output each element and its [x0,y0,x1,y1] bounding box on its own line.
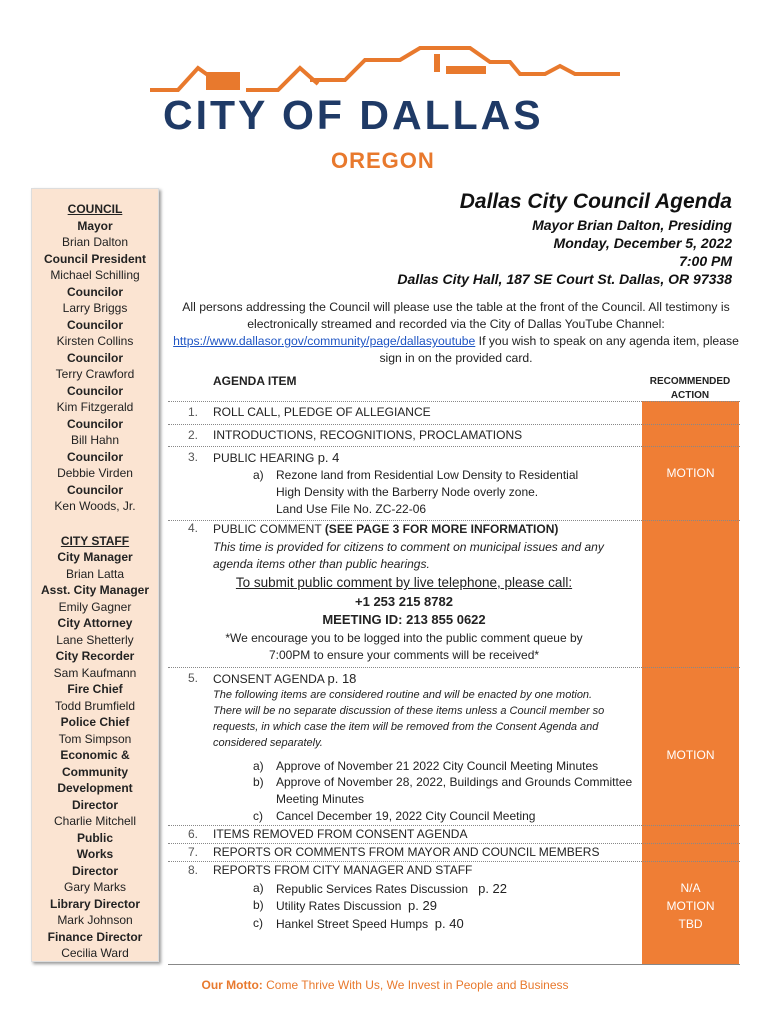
staff-member [32,615,158,648]
logo-state: OREGON [331,148,435,173]
role: Mayor [77,218,113,233]
meeting-location: Dallas City Hall, 187 SE Court St. Dallas, OR 97338 [397,271,732,287]
sub-marker: c) [253,809,263,823]
action-column [642,401,739,964]
staff-member [32,830,158,896]
desc: This time is provided for citizens to comment on municipal issues and any [213,540,604,554]
item-number: 8. [188,863,199,877]
name: Kim Fitzgerald [56,400,134,414]
item-4-title [213,522,558,536]
agenda-item-header: AGENDA ITEM [213,374,297,388]
name: Emily Gagner [58,599,132,614]
item-number: 5. [188,671,199,685]
divider [168,964,740,965]
sub-text [276,881,507,896]
sub-text: High Density with the Barberry Node overly zone. [276,485,539,499]
action-label: TBD [678,917,703,931]
title-note: (SEE PAGE 3 FOR MORE INFORMATION) [324,522,559,536]
sidebar [31,188,159,962]
sub-text: Approve of November 28, 2022, Buildings and Grounds Committee [276,775,633,789]
meeting-time: 7:00 PM [679,253,732,269]
item-8-title: REPORTS FROM CITY MANAGER AND STAFF [213,863,473,877]
role: Councilor [67,350,123,365]
page-ref: p. 29 [408,898,437,913]
name: Gary Marks [63,880,126,894]
councilor [32,383,158,416]
name: Todd Brumfield [54,698,136,713]
text: Republic Services Rates Discussion [276,882,469,896]
divider [168,446,740,447]
sub-marker: b) [253,775,264,789]
name: Lane Shetterly [56,632,134,647]
motto-label: Our Motto: [201,978,263,992]
role: Councilor [67,284,123,299]
action-label: MOTION [666,466,715,480]
action-label: MOTION [666,748,715,762]
title-text: PUBLIC HEARING [213,451,315,465]
name: Bill Hahn [70,433,120,447]
item-2-title: INTRODUCTIONS, RECOGNITIONS, PROCLAMATIONS [213,428,523,442]
intro-text: All persons addressing the Council will please use the table at the front of the Council. All testimony is electronically streamed and recorded via the City of Dallas YouTube Channel: [182,300,730,331]
name: Debbie Virden [57,466,133,480]
desc: requests, in which case the item will be removed from the Consent Agenda and [213,721,599,733]
staff-member [32,582,158,615]
sub-text [276,898,437,913]
name: Mark Johnson [57,913,133,927]
motto [0,978,770,992]
role: Public Works Director [71,830,118,878]
role: Councilor [67,383,123,398]
sub-marker: a) [253,468,264,482]
role: Police Chief [60,715,130,729]
intro-paragraph [168,299,744,367]
sub-marker: c) [253,916,263,930]
sub-text: Meeting Minutes [276,792,365,806]
page-ref: p. 22 [478,881,508,896]
role: Fire Chief [67,682,123,696]
role: City Attorney [57,616,133,630]
sub-text: Rezone land from Residential Low Density to Residential [276,468,579,482]
item-number: 1. [188,405,199,419]
role: Councilor [67,416,123,431]
item-number: 7. [188,845,199,859]
presiding: Mayor Brian Dalton, Presiding [532,217,732,233]
role: Councilor [67,449,123,464]
role: Councilor [67,482,123,497]
logo-city: CITY OF DALLAS [163,92,544,138]
call-instructions: To submit public comment by live telephone, please call: [235,575,573,590]
name: Larry Briggs [62,301,128,315]
staff-member [32,896,158,929]
sub-text [276,916,464,931]
council-president [32,251,158,284]
text: Utility Rates Discussion [276,899,402,913]
sub-text: Land Use File No. ZC-22-06 [276,502,427,516]
role: Council President [43,251,147,266]
page-ref: p. 18 [327,671,357,686]
name: Kirsten Collins [56,334,134,348]
name: Cecilia Ward [61,946,129,960]
councilor [32,350,158,383]
role: Library Director [49,896,141,911]
action-label: MOTION [666,899,715,913]
divider [168,667,740,668]
staff-member [32,648,158,681]
councilor [32,482,158,515]
name: Tom Simpson [58,731,132,746]
meeting-date: Monday, December 5, 2022 [553,235,732,251]
phone-number: +1 253 215 8782 [355,594,453,609]
motto-text: Come Thrive With Us, We Invest in People and Business [262,978,569,992]
councilor [32,317,158,350]
name: Michael Schilling [50,268,140,282]
councilor [32,416,158,449]
staff-member [32,549,158,582]
title-text: PUBLIC COMMENT [213,522,322,536]
sub-text: Approve of November 21 2022 City Council Meeting Minutes [276,759,599,773]
name: Terry Crawford [55,367,135,381]
divider [168,424,740,425]
sub-marker: a) [253,759,264,773]
item-1-title: ROLL CALL, PLEDGE OF ALLEGIANCE [213,405,431,419]
name: Sam Kaufmann [53,665,137,680]
name: Ken Woods, Jr. [54,499,136,513]
item-6-title: ITEMS REMOVED FROM CONSENT AGENDA [213,827,468,841]
sub-marker: a) [253,881,264,895]
name: Charlie Mitchell [53,814,137,828]
divider [168,861,740,862]
note: 7:00PM to ensure your comments will be received* [268,648,540,662]
role: Councilor [67,317,123,332]
item-number: 2. [188,428,199,442]
name: Brian Latta [65,566,125,581]
role: Finance Director [47,929,143,944]
item-number: 6. [188,827,199,841]
role: Economic & Community Development Director [57,748,133,812]
youtube-link[interactable]: https://www.dallasor.gov/community/page/dallasyoutube [173,334,476,348]
staff-member [32,714,158,747]
divider [168,520,740,521]
item-number: 3. [188,450,199,464]
item-3-title [213,450,339,465]
desc: agenda items other than public hearings. [213,557,430,571]
page-ref: p. 4 [317,450,340,465]
councilor [32,284,158,317]
desc: The following items are considered routine and will be enacted by one motion. [213,689,593,701]
staff-member [32,747,158,830]
sub-text: Cancel December 19, 2022 City Council Meeting [276,809,536,823]
text: Hankel Street Speed Humps [276,917,429,931]
councilor [32,449,158,482]
note: *We encourage you to be logged into the public comment queue by [225,631,583,645]
desc: considered separately. [213,737,323,749]
item-5-title [213,671,356,686]
divider [168,825,740,826]
item-7-title: REPORTS OR COMMENTS FROM MAYOR AND COUNCIL MEMBERS [213,845,600,859]
page-title: Dallas City Council Agenda [459,190,732,213]
meeting-id: MEETING ID: 213 855 0622 [322,612,486,627]
divider [168,843,740,844]
recommended-action-header: RECOMMENDED ACTION [649,376,731,401]
desc: There will be no separate discussion of these items unless a Council member so [213,705,605,717]
staff-heading: CITY STAFF [60,533,130,548]
staff-member [32,681,158,714]
intro-text-2: If you wish to speak on any agenda item, please sign in on the provided card. [379,334,739,365]
skyline-icon [150,40,620,100]
title-text: CONSENT AGENDA [213,672,325,686]
role: City Manager [57,550,133,564]
council-mayor [32,218,158,251]
staff-member [32,929,158,962]
divider [168,401,740,402]
name: Brian Dalton [61,235,129,249]
council-heading: COUNCIL [67,202,123,216]
city-logo [150,40,620,185]
item-number: 4. [188,521,199,535]
role: Asst. City Manager [40,583,150,597]
action-label: N/A [680,881,701,895]
sub-marker: b) [253,898,264,912]
page-ref: p. 40 [434,916,464,931]
role: City Recorder [55,649,135,663]
